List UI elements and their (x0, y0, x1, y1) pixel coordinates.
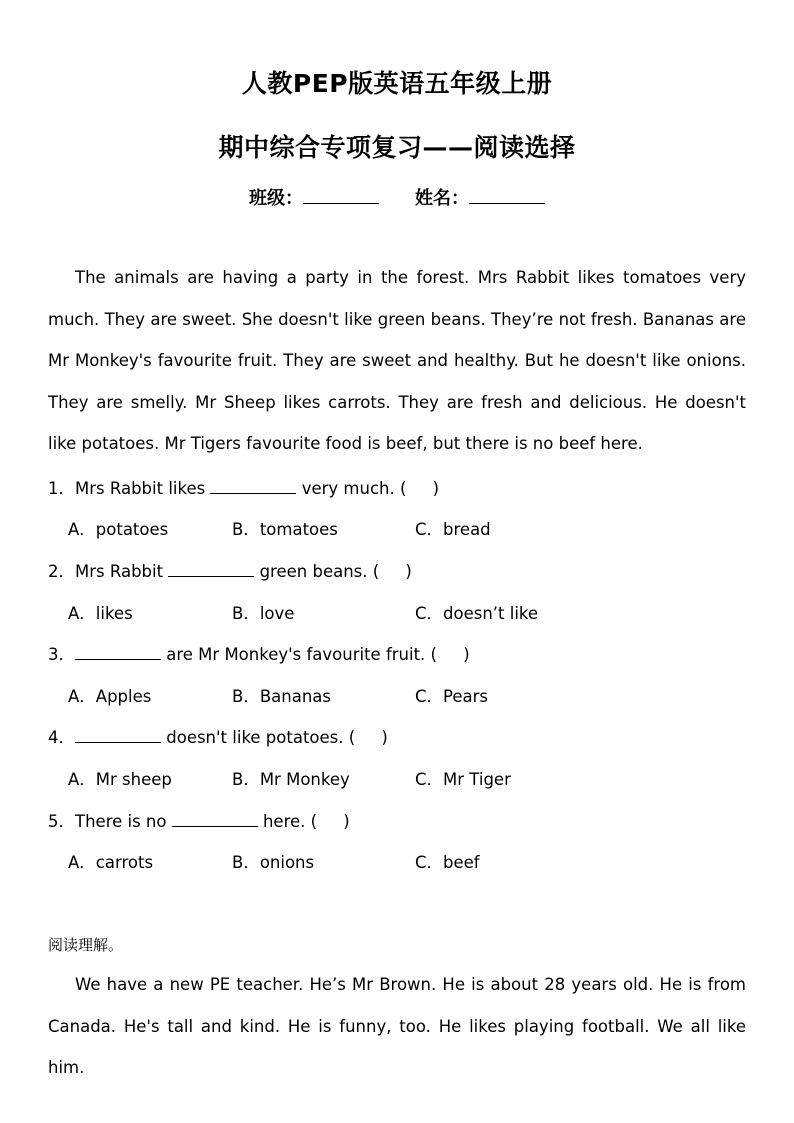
question-number: 1． (48, 479, 75, 498)
question-1 (48, 475, 439, 499)
option-b[interactable]: B．tomatoes (232, 520, 338, 539)
worksheet-title: 人教PEP版英语五年级上册 (241, 69, 553, 98)
question-stem-end: doesn't like potatoes. ( ) (161, 728, 388, 747)
reading-passage-1 (48, 257, 746, 465)
question-stem: Mrs Rabbit (75, 562, 169, 581)
option-b[interactable]: B．Bananas (232, 687, 331, 706)
question-number: 4． (48, 728, 75, 747)
answer-blank[interactable] (210, 479, 296, 494)
class-blank[interactable] (303, 189, 379, 204)
question-number: 2． (48, 562, 75, 581)
option-c[interactable]: C．Mr Tiger (415, 770, 511, 789)
reading-passage-2 (48, 964, 746, 1089)
question-2 (48, 558, 412, 582)
option-a[interactable]: A．Mr sheep (68, 770, 172, 789)
question-number: 3． (48, 645, 75, 664)
question-stem-end: green beans. ( ) (254, 562, 412, 581)
question-4 (48, 724, 388, 748)
answer-blank[interactable] (168, 562, 254, 577)
question-5 (48, 808, 350, 832)
option-a[interactable]: A．likes (68, 604, 133, 623)
name-label: 姓名： (415, 188, 469, 209)
question-stem-end: here. ( ) (257, 812, 350, 831)
question-3 (48, 641, 470, 665)
question-stem: There is no (75, 812, 172, 831)
option-b[interactable]: B．Mr Monkey (232, 770, 350, 789)
answer-blank[interactable] (75, 645, 161, 660)
passage-1-text: The animals are having a party in the forest. Mrs Rabbit likes tomatoes very much. They are sweet. She doesn't like green beans. They’re not fresh. Bananas are Mr Monkey's favourite fruit. They are sweet and healthy. But he doesn't like onions. They are smelly. Mr Sheep likes carrots. They are fresh and delicious. He doesn't like potatoes. Mr Tigers favourite food is beef, but there is no beef here. (48, 268, 746, 453)
passage-2-text: We have a new PE teacher. He’s Mr Brown. He is about 28 years old. He is from Canada. He's tall and kind. He is funny, too. He likes playing football. We all like him. (48, 975, 746, 1077)
worksheet-subtitle: 期中综合专项复习——阅读选择 (218, 133, 576, 162)
option-a[interactable]: A．potatoes (68, 520, 169, 539)
section-2-label: 阅读理解。 (48, 936, 124, 954)
option-c[interactable]: C．Pears (415, 687, 489, 706)
question-stem-end: very much. ( ) (296, 479, 440, 498)
question-number: 5． (48, 812, 75, 831)
option-a[interactable]: A．Apples (68, 687, 152, 706)
option-b[interactable]: B．onions (232, 853, 315, 872)
question-stem-end: are Mr Monkey's favourite fruit. ( ) (161, 645, 470, 664)
question-stem: Mrs Rabbit likes (75, 479, 211, 498)
option-c[interactable]: C．doesn’t like (415, 604, 539, 623)
option-a[interactable]: A．carrots (68, 853, 154, 872)
option-c[interactable]: C．beef (415, 853, 480, 872)
class-label: 班级： (249, 188, 303, 209)
option-b[interactable]: B．love (232, 604, 295, 623)
name-blank[interactable] (469, 189, 545, 204)
student-info (0, 184, 794, 210)
answer-blank[interactable] (172, 812, 258, 827)
answer-blank[interactable] (75, 728, 161, 743)
option-c[interactable]: C．bread (415, 520, 491, 539)
